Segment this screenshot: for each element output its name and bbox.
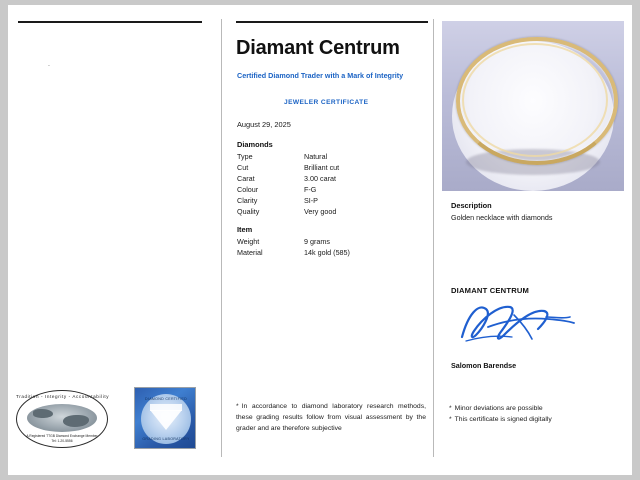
spec-label: Clarity <box>237 196 258 205</box>
column-divider-left <box>221 19 222 457</box>
description-text: Golden necklace with diamonds <box>451 213 553 222</box>
certificate-date: August 29, 2025 <box>237 120 291 129</box>
signer-name: Salomon Barendse <box>451 361 517 370</box>
spec-label: Material <box>237 248 263 257</box>
globe-icon <box>27 404 97 432</box>
spec-value: SI-P <box>304 196 318 205</box>
disclaimer-text <box>236 401 426 434</box>
spec-label: Cut <box>237 163 249 172</box>
globe-logo-phone-text: Tel: 1-20-5556 <box>51 439 73 443</box>
spec-row-cut <box>237 163 339 172</box>
spec-value: Brilliant cut <box>304 163 340 172</box>
spec-label: Colour <box>237 185 259 194</box>
globe-logo-top-text: Tradition - Integrity - Accountability <box>16 394 110 399</box>
globe-logo-bottom-text: A Registered TTGB Diamond Exchange Member <box>26 434 98 438</box>
spec-label: Quality <box>237 207 260 216</box>
spec-row-weight <box>237 237 330 246</box>
description-heading: Description <box>451 201 492 210</box>
spec-label: Type <box>237 152 253 161</box>
spec-row-colour <box>237 185 316 194</box>
spec-value: Natural <box>304 152 328 161</box>
middle-top-rule <box>236 21 428 23</box>
spec-row-type <box>237 152 327 161</box>
seal-top-text: DIAMOND CERTIFIED <box>145 397 187 401</box>
spec-value: 3.00 carat <box>304 174 336 183</box>
spec-label: Carat <box>237 174 255 183</box>
column-divider-right <box>433 19 434 457</box>
spec-row-carat <box>237 174 336 183</box>
note-marker: * <box>449 405 452 412</box>
certificate-page <box>8 5 632 475</box>
spec-value: F-G <box>304 185 317 194</box>
diamond-seal <box>134 387 196 449</box>
product-photo <box>442 21 624 191</box>
note-item <box>449 403 619 414</box>
spec-label: Weight <box>237 237 260 246</box>
globe-logo <box>16 390 108 448</box>
spec-row-material <box>237 248 350 257</box>
note-item <box>449 414 619 425</box>
spec-row-quality <box>237 207 336 216</box>
notes-list <box>449 403 619 425</box>
left-top-rule <box>18 21 202 23</box>
disclaimer-marker: * <box>236 403 239 410</box>
note-text: This certificate is signed digitally <box>454 416 552 423</box>
left-column-mark: . <box>48 61 50 68</box>
spec-value: 14k gold (585) <box>304 248 350 257</box>
seal-bottom-text: GRADING LABORATORY <box>142 437 190 441</box>
signature-image <box>458 297 578 349</box>
spec-value: Very good <box>304 207 337 216</box>
page-title: Diamant Centrum <box>236 37 400 59</box>
diamonds-section-heading: Diamonds <box>237 140 273 149</box>
signature-company: DIAMANT CENTRUM <box>451 286 530 295</box>
disclaimer-body: In accordance to diamond laboratory research methods, these grading results follow from visual assessment by the grader and are therefore subjective <box>236 403 426 432</box>
spec-row-clarity <box>237 196 318 205</box>
spec-value: 9 grams <box>304 237 330 246</box>
certificate-kind-label: JEWELER CERTIFICATE <box>284 99 369 106</box>
note-text: Minor deviations are possible <box>454 405 543 412</box>
item-section-heading: Item <box>237 225 253 234</box>
note-marker: * <box>449 416 452 423</box>
page-subtitle: Certified Diamond Trader with a Mark of Integrity <box>237 71 404 80</box>
diamond-icon <box>150 410 182 430</box>
necklace-inner-shape <box>462 43 608 157</box>
